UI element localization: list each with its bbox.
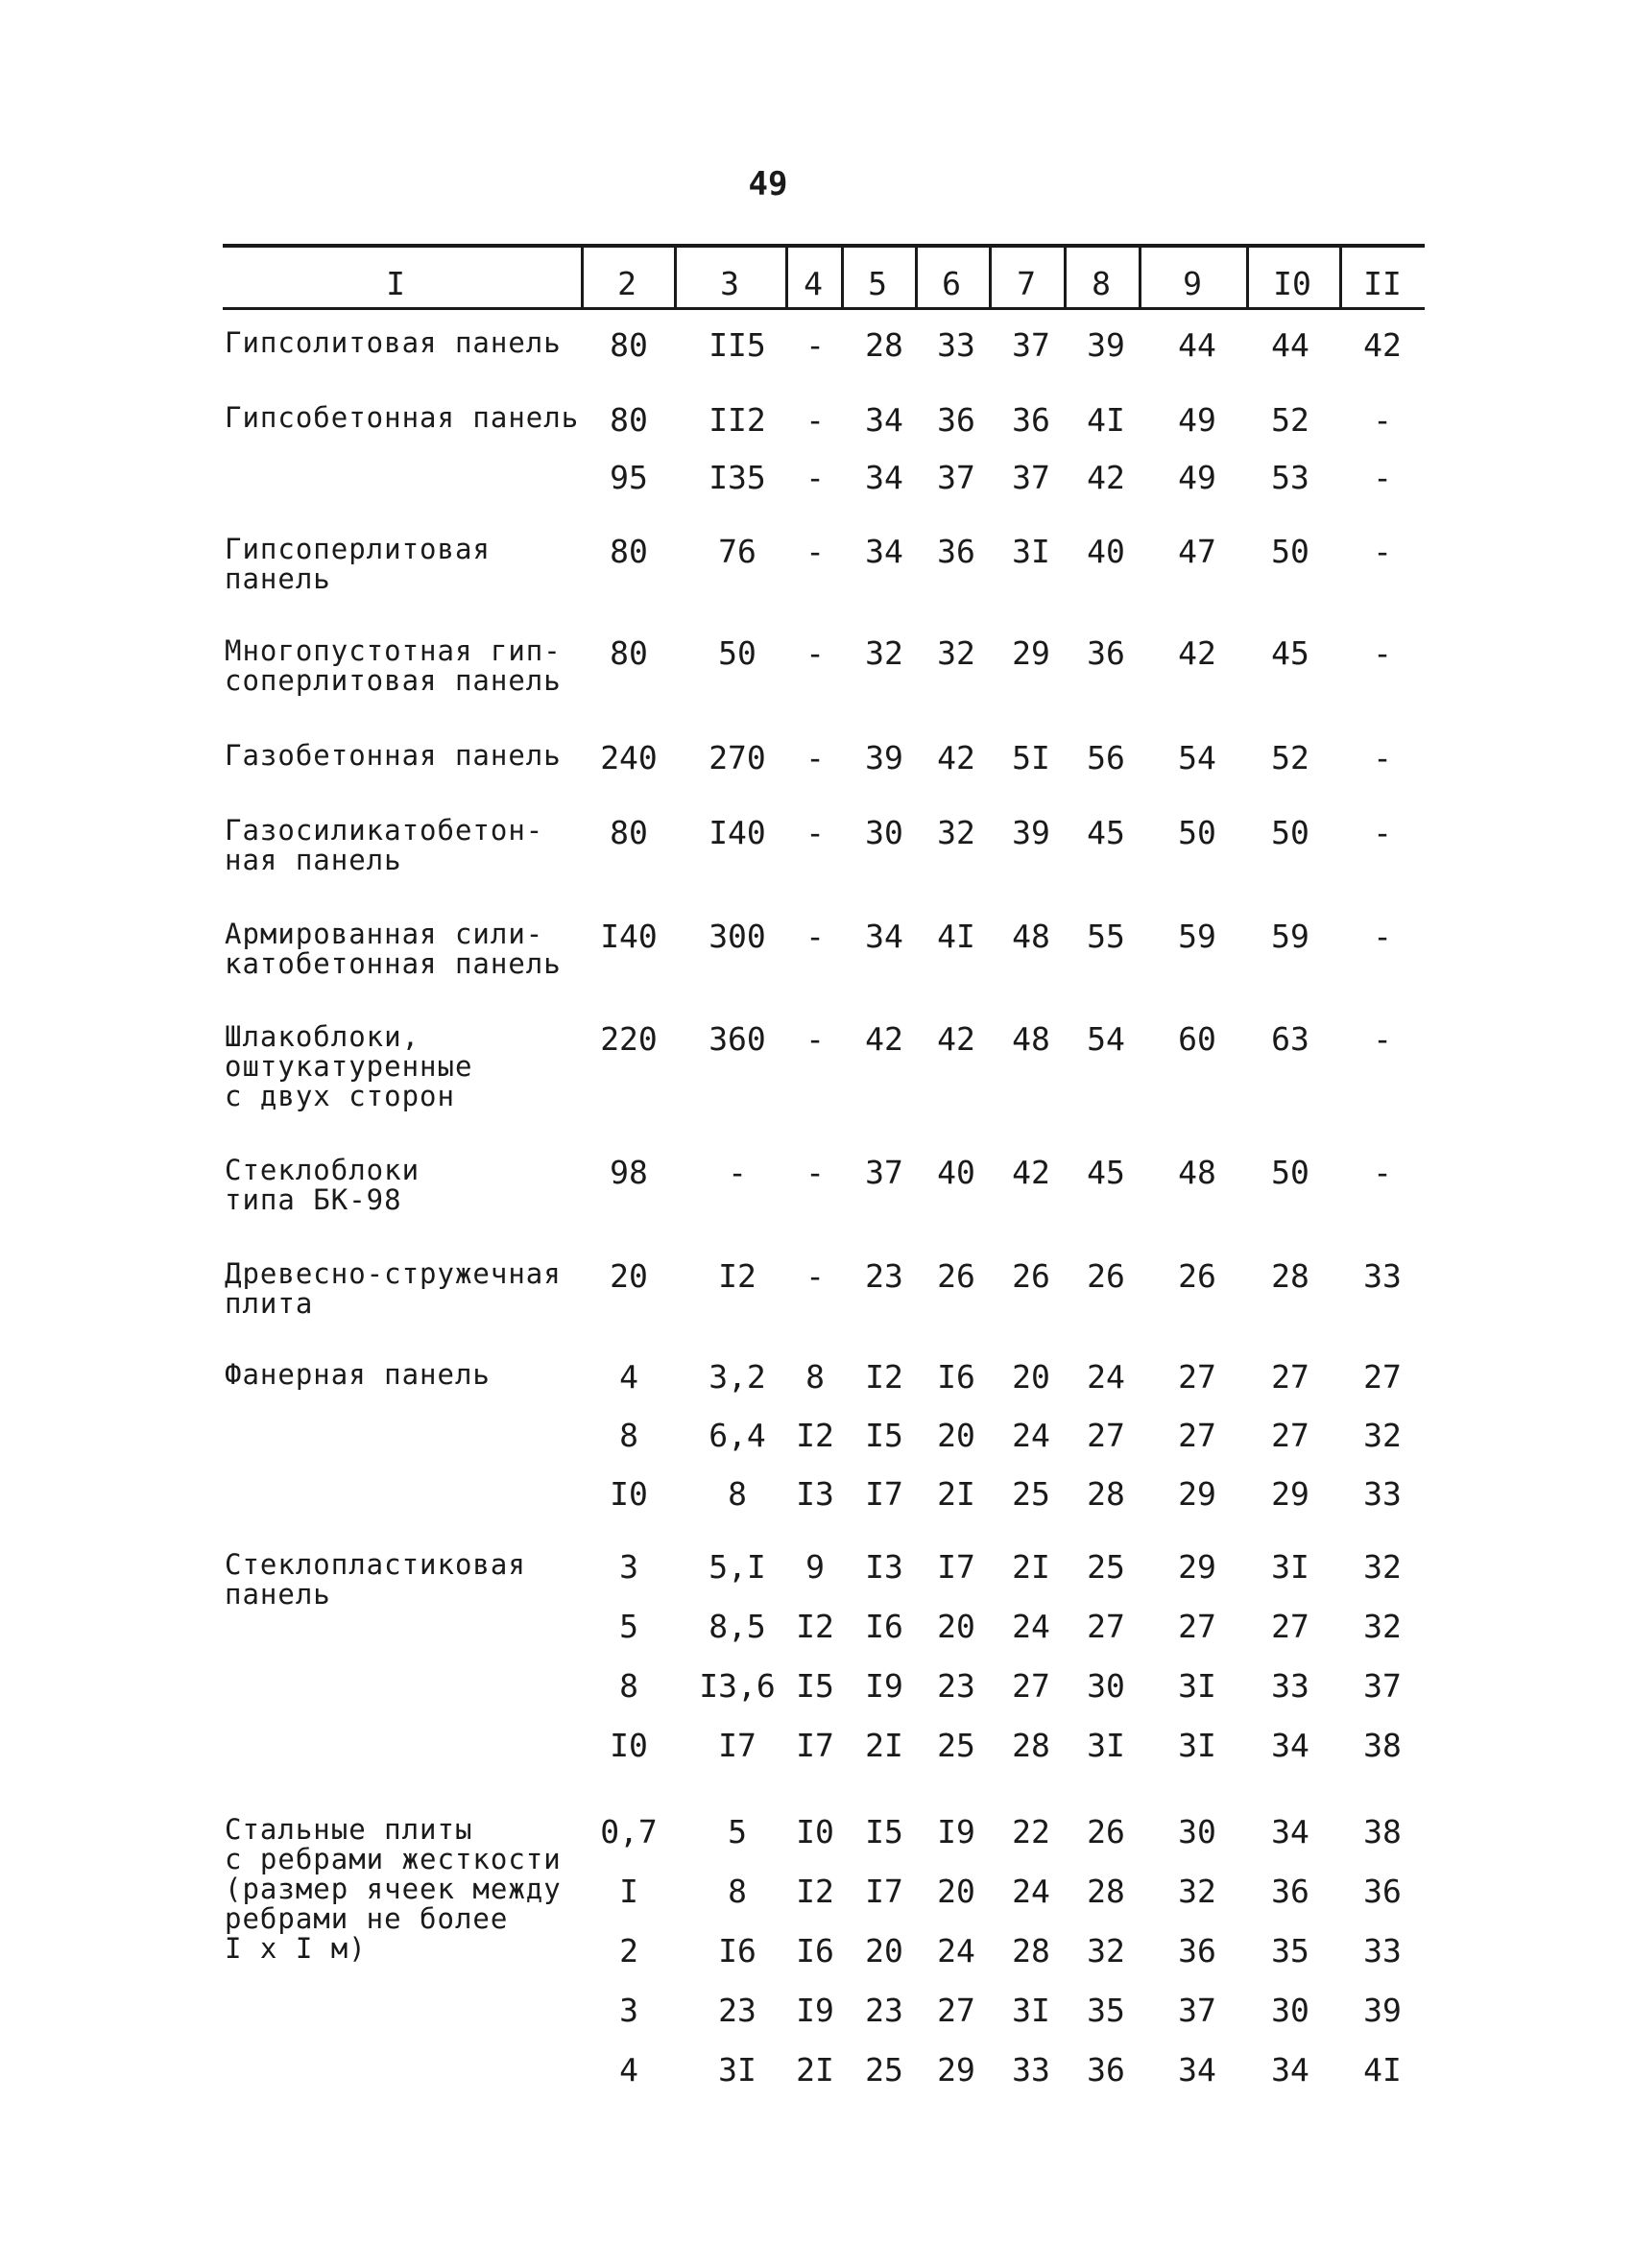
header-cell-col-4: 4 [804,265,823,302]
table-cell: 36 [937,401,975,439]
table-cell: - [805,814,825,851]
table-cell: I7 [865,1475,903,1513]
table-cell: 3I [1178,1727,1216,1764]
table-cell: 8 [728,1873,747,1910]
table-cell: I9 [937,1813,975,1850]
table-cell: 80 [610,533,648,570]
table-cell: 44 [1178,326,1216,364]
table-cell: 80 [610,326,648,364]
table-cell: - [805,634,825,672]
table-cell: 33 [1363,1932,1402,1970]
table-cell: 32 [865,634,903,672]
table-cell: 34 [1271,1813,1309,1850]
table-cell: 36 [1087,2051,1125,2089]
table-cell: 27 [1087,1417,1125,1454]
table-cell: 27 [1178,1358,1216,1396]
table-cell: 63 [1271,1020,1309,1058]
table-cell: 33 [1363,1257,1402,1295]
table-cell: I5 [865,1417,903,1454]
table-cell: 24 [937,1932,975,1970]
table-cell: I7 [718,1727,756,1764]
table-cell: 26 [1178,1257,1216,1295]
table-cell: 45 [1271,634,1309,672]
table-cell: 98 [610,1154,648,1191]
table-cell: 8 [619,1417,638,1454]
row-label: Гипсобетонная панель [225,401,580,434]
table-cell: 38 [1363,1727,1402,1764]
table-cell: 52 [1271,401,1309,439]
table-cell: 29 [1178,1548,1216,1586]
table-cell: 4 [619,1358,638,1396]
table-cell: 28 [1012,1932,1050,1970]
table-cell: 37 [937,459,975,496]
table-cell: 4I [1363,2051,1402,2089]
table-cell: I7 [865,1873,903,1910]
table-cell: - [805,326,825,364]
table-cell: I9 [865,1667,903,1705]
header-cell-col-3: 3 [720,265,739,302]
table-cell: 34 [865,459,903,496]
table-cell: 34 [865,533,903,570]
table-cell: - [805,459,825,496]
table-cell: 5,I [708,1548,766,1586]
table-cell: 95 [610,459,648,496]
table-cell: 53 [1271,459,1309,496]
table-cell: 2I [1012,1548,1050,1586]
table-cell: 45 [1087,814,1125,851]
row-label: Многопустотная гип- соперлитовая панель [225,634,562,697]
table-cell: 49 [1178,401,1216,439]
table-cell: - [805,739,825,776]
table-cell: 24 [1087,1358,1125,1396]
table-cell: 33 [1363,1475,1402,1513]
table-cell: 240 [600,739,658,776]
table-cell: I6 [796,1932,834,1970]
table-cell: 37 [1363,1667,1402,1705]
table-cell: 0,7 [600,1813,658,1850]
table-cell: 4 [619,2051,638,2089]
table-cell: 8,5 [708,1608,766,1645]
table-cell: 54 [1178,739,1216,776]
table-cell: 6,4 [708,1417,766,1454]
table-cell: 32 [1363,1417,1402,1454]
table-cell: 3,2 [708,1358,766,1396]
table-cell: 20 [937,1873,975,1910]
table-cell: 24 [1012,1608,1050,1645]
table-cell: 23 [865,1992,903,2029]
table-cell: 50 [718,634,756,672]
table-cell: 47 [1178,533,1216,570]
table-cell: 26 [1012,1257,1050,1295]
table-cell: 24 [1012,1873,1050,1910]
table-cell: 20 [937,1608,975,1645]
table-cell: I2 [718,1257,756,1295]
table-cell: 3 [619,1992,638,2029]
table-cell: 35 [1271,1932,1309,1970]
table-cell: 23 [865,1257,903,1295]
table-cell: 2 [619,1932,638,1970]
table-cell: 54 [1087,1020,1125,1058]
table-cell: - [1373,533,1392,570]
table-cell: 59 [1178,918,1216,955]
table-cell: - [1373,401,1392,439]
header-cell-col-9: 9 [1183,265,1202,302]
table-cell: 56 [1087,739,1125,776]
table-cell: 52 [1271,739,1309,776]
table-cell: 42 [1178,634,1216,672]
table-cell: 32 [1363,1548,1402,1586]
table-cell: - [1373,1020,1392,1058]
table-cell: 3I [1012,533,1050,570]
table-cell: 25 [1012,1475,1050,1513]
table-cell: 3I [1271,1548,1309,1586]
table-cell: - [805,1257,825,1295]
table-cell: 80 [610,634,648,672]
table-cell: 9 [805,1548,825,1586]
table-cell: 34 [1271,2051,1309,2089]
table-cell: - [805,533,825,570]
table-cell: 59 [1271,918,1309,955]
header-cell-col-6: 6 [942,265,961,302]
table-cell: 33 [937,326,975,364]
row-label: Стеклопластиковая панель [225,1548,526,1611]
row-label: Гипсоперлитовая панель [225,533,491,595]
table-cell: 27 [1012,1667,1050,1705]
header-cell-col-5: 5 [868,265,887,302]
table-cell: 36 [1271,1873,1309,1910]
table-cell: 32 [937,634,975,672]
table-cell: 42 [865,1020,903,1058]
table-cell: 30 [1087,1667,1125,1705]
table-cell: - [1373,739,1392,776]
table-cell: I7 [796,1727,834,1764]
table-cell: - [1373,814,1392,851]
row-label: Фанерная панель [225,1358,491,1391]
table-cell: 300 [708,918,766,955]
table-cell: I2 [865,1358,903,1396]
header-column-separator [1246,248,1249,308]
table-cell: 39 [865,739,903,776]
table-cell: 37 [865,1154,903,1191]
table-cell: 27 [1363,1358,1402,1396]
table-cell: I2 [796,1608,834,1645]
table-cell: 76 [718,533,756,570]
table-cell: 33 [1012,2051,1050,2089]
table-cell: I40 [600,918,658,955]
table-cell: 20 [865,1932,903,1970]
table-cell: - [1373,1154,1392,1191]
table-cell: 270 [708,739,766,776]
table-cell: 40 [1087,533,1125,570]
table-cell: - [1373,634,1392,672]
header-cell-col-8: 8 [1092,265,1111,302]
table-cell: 36 [937,533,975,570]
table-cell: 8 [805,1358,825,1396]
table-cell: 220 [600,1020,658,1058]
page-number: 49 [748,165,788,203]
table-cell: I2 [796,1873,834,1910]
table-cell: 36 [1178,1932,1216,1970]
table-cell: I5 [796,1667,834,1705]
table-cell: 26 [1087,1257,1125,1295]
table-cell: - [805,1020,825,1058]
table-cell: 50 [1271,533,1309,570]
table-cell: 28 [1087,1475,1125,1513]
row-label: Шлакоблоки, оштукатуренные с двух сторон [225,1020,473,1112]
header-cell-col-1: I [386,265,405,302]
table-cell: I3,6 [699,1667,776,1705]
table-cell: 44 [1271,326,1309,364]
table-cell: 3I [1087,1727,1125,1764]
table-cell: 48 [1178,1154,1216,1191]
table-cell: 50 [1178,814,1216,851]
table-cell: 29 [1271,1475,1309,1513]
header-cell-col-2: 2 [617,265,636,302]
table-cell: - [728,1154,747,1191]
table-cell: 42 [1363,326,1402,364]
table-cell: 28 [1087,1873,1125,1910]
table-cell: I9 [796,1992,834,2029]
row-label: Газосиликатобетон- ная панель [225,814,544,876]
table-cell: 37 [1012,326,1050,364]
table-cell: I6 [718,1932,756,1970]
table-cell: I5 [865,1813,903,1850]
table-cell: 36 [1012,401,1050,439]
table-cell: 42 [937,1020,975,1058]
table-cell: 5I [1012,739,1050,776]
table-cell: 32 [937,814,975,851]
table-cell: 39 [1363,1992,1402,2029]
table-cell: II2 [708,401,766,439]
table-top-rule [223,244,1425,248]
table-cell: 4I [937,918,975,955]
table-cell: 42 [937,739,975,776]
table-cell: 42 [1012,1154,1050,1191]
table-cell: 34 [1271,1727,1309,1764]
table-cell: 24 [1012,1417,1050,1454]
table-cell: 3I [718,2051,756,2089]
table-cell: I40 [708,814,766,851]
table-cell: 25 [1087,1548,1125,1586]
table-cell: 34 [1178,2051,1216,2089]
table-cell: 20 [1012,1358,1050,1396]
row-label: Стальные плиты с ребрами жесткости (размер ячеек между ребрами не более I x I м) [225,1813,562,1965]
table-cell: I35 [708,459,766,496]
table-cell: 2I [796,2051,834,2089]
table-cell: 38 [1363,1813,1402,1850]
table-cell: - [805,1154,825,1191]
table-cell: 40 [937,1154,975,1191]
table-cell: 35 [1087,1992,1125,2029]
table-cell: 27 [937,1992,975,2029]
table-cell: 50 [1271,814,1309,851]
table-cell: 80 [610,814,648,851]
table-cell: 26 [1087,1813,1125,1850]
table-header-rule [223,307,1425,310]
table-cell: 25 [937,1727,975,1764]
table-cell: 29 [937,2051,975,2089]
table-cell: 27 [1271,1417,1309,1454]
header-column-separator [1339,248,1342,308]
table-cell: 28 [1012,1727,1050,1764]
table-cell: 29 [1012,634,1050,672]
table-cell: - [805,918,825,955]
header-column-separator [581,248,584,308]
table-cell: 8 [619,1667,638,1705]
table-cell: 30 [1271,1992,1309,2029]
table-cell: 30 [1178,1813,1216,1850]
table-cell: I6 [865,1608,903,1645]
table-cell: 20 [610,1257,648,1295]
table-cell: 27 [1271,1608,1309,1645]
table-cell: 33 [1271,1667,1309,1705]
table-cell: I7 [937,1548,975,1586]
table-cell: 5 [728,1813,747,1850]
table-cell: 37 [1012,459,1050,496]
header-cell-col-10: I0 [1273,265,1311,302]
table-cell: 36 [1363,1873,1402,1910]
table-cell: 20 [937,1417,975,1454]
table-cell: I0 [610,1475,648,1513]
table-cell: I2 [796,1417,834,1454]
table-cell: 2I [937,1475,975,1513]
table-cell: 37 [1178,1992,1216,2029]
table-cell: 60 [1178,1020,1216,1058]
table-cell: - [1373,459,1392,496]
table-cell: 27 [1178,1608,1216,1645]
table-cell: 26 [937,1257,975,1295]
table-cell: 32 [1087,1932,1125,1970]
table-cell: 8 [728,1475,747,1513]
table-cell: 2I [865,1727,903,1764]
table-cell: 39 [1087,326,1125,364]
table-cell: 28 [865,326,903,364]
table-cell: 42 [1087,459,1125,496]
table-cell: 48 [1012,918,1050,955]
table-cell: 27 [1087,1608,1125,1645]
table-cell: 55 [1087,918,1125,955]
table-cell: I0 [796,1813,834,1850]
table-cell: 3I [1178,1667,1216,1705]
table-cell: I3 [796,1475,834,1513]
table-cell: 36 [1087,634,1125,672]
table-cell: 30 [865,814,903,851]
header-cell-col-7: 7 [1017,265,1036,302]
table-cell: 4I [1087,401,1125,439]
table-cell: I [619,1873,638,1910]
table-cell: I3 [865,1548,903,1586]
table-cell: 3 [619,1548,638,1586]
table-cell: 34 [865,401,903,439]
table-cell: I0 [610,1727,648,1764]
table-cell: 34 [865,918,903,955]
table-cell: I6 [937,1358,975,1396]
table-cell: 25 [865,2051,903,2089]
table-cell: 23 [937,1667,975,1705]
table-cell: 22 [1012,1813,1050,1850]
table-cell: 32 [1178,1873,1216,1910]
table-cell: 48 [1012,1020,1050,1058]
table-cell: 27 [1271,1358,1309,1396]
row-label: Древесно-стружечная плита [225,1257,562,1320]
table-cell: 32 [1363,1608,1402,1645]
table-cell: 49 [1178,459,1216,496]
row-label: Армированная сили- катобетонная панель [225,918,562,980]
table-cell: 80 [610,401,648,439]
header-column-separator [674,248,677,308]
table-cell: 5 [619,1608,638,1645]
table-cell: 50 [1271,1154,1309,1191]
table-cell: 45 [1087,1154,1125,1191]
row-label: Гипсолитовая панель [225,326,562,359]
table-cell: 28 [1271,1257,1309,1295]
header-cell-col-11: II [1363,265,1402,302]
table-cell: - [1373,918,1392,955]
table-cell: 23 [718,1992,756,2029]
table-cell: 29 [1178,1475,1216,1513]
table-cell: 27 [1178,1417,1216,1454]
table-cell: 3I [1012,1992,1050,2029]
table-cell: - [805,401,825,439]
table-cell: II5 [708,326,766,364]
row-label: Газобетонная панель [225,739,562,772]
row-label: Стеклоблоки типа БК-98 [225,1154,420,1216]
table-cell: 39 [1012,814,1050,851]
table-cell: 360 [708,1020,766,1058]
